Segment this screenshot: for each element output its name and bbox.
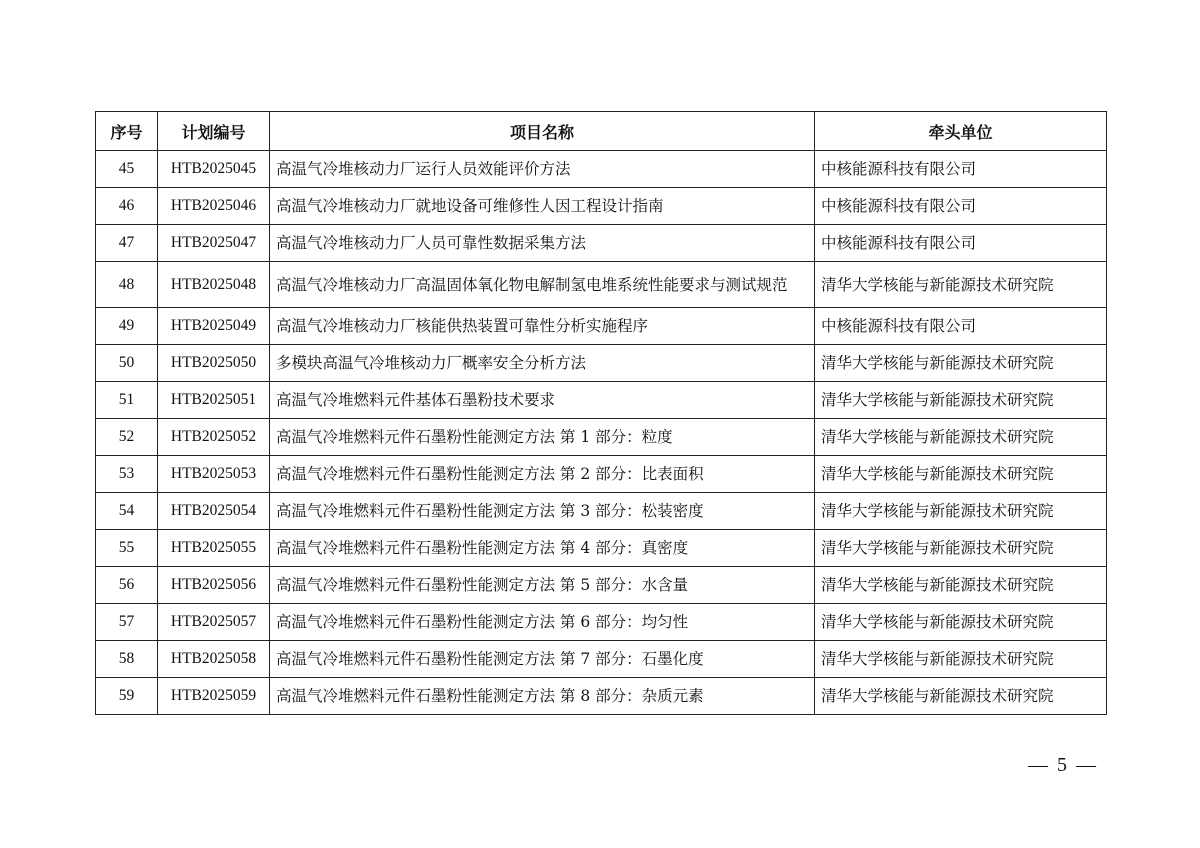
cell-serial-number: 52 xyxy=(96,419,158,456)
table-row xyxy=(96,604,1107,641)
cell-plan-code: HTB2025058 xyxy=(158,641,270,678)
cell-serial-number: 49 xyxy=(96,308,158,345)
project-table xyxy=(95,111,1107,715)
cell-serial-number: 48 xyxy=(96,262,158,308)
cell-serial-number: 51 xyxy=(96,382,158,419)
cell-project-name: 高温气冷堆燃料元件石墨粉性能测定方法 第 8 部分：杂质元素 xyxy=(270,678,815,715)
cell-serial-number: 45 xyxy=(96,151,158,188)
cell-project-name: 高温气冷堆核动力厂运行人员效能评价方法 xyxy=(270,151,815,188)
cell-serial-number: 50 xyxy=(96,345,158,382)
cell-project-name: 高温气冷堆燃料元件石墨粉性能测定方法 第 4 部分：真密度 xyxy=(270,530,815,567)
cell-lead-unit: 清华大学核能与新能源技术研究院 xyxy=(815,419,1107,456)
header-serial-number: 序号 xyxy=(96,112,158,151)
table-row xyxy=(96,456,1107,493)
table-header-row xyxy=(96,112,1107,151)
table-row xyxy=(96,345,1107,382)
table-row xyxy=(96,382,1107,419)
cell-project-name: 高温气冷堆核动力厂就地设备可维修性人因工程设计指南 xyxy=(270,188,815,225)
table-row xyxy=(96,225,1107,262)
cell-lead-unit: 清华大学核能与新能源技术研究院 xyxy=(815,345,1107,382)
cell-project-name: 高温气冷堆燃料元件石墨粉性能测定方法 第 6 部分：均匀性 xyxy=(270,604,815,641)
cell-project-name: 高温气冷堆核动力厂高温固体氧化物电解制氢电堆系统性能要求与测试规范 xyxy=(270,262,815,308)
cell-plan-code: HTB2025057 xyxy=(158,604,270,641)
cell-lead-unit: 清华大学核能与新能源技术研究院 xyxy=(815,262,1107,308)
table-row xyxy=(96,151,1107,188)
cell-serial-number: 57 xyxy=(96,604,158,641)
table-row xyxy=(96,567,1107,604)
cell-serial-number: 53 xyxy=(96,456,158,493)
cell-project-name: 高温气冷堆燃料元件石墨粉性能测定方法 第 5 部分：水含量 xyxy=(270,567,815,604)
cell-plan-code: HTB2025045 xyxy=(158,151,270,188)
cell-serial-number: 54 xyxy=(96,493,158,530)
table-row xyxy=(96,419,1107,456)
table-row xyxy=(96,678,1107,715)
cell-lead-unit: 中核能源科技有限公司 xyxy=(815,308,1107,345)
header-lead-unit: 牵头单位 xyxy=(815,112,1107,151)
cell-lead-unit: 清华大学核能与新能源技术研究院 xyxy=(815,382,1107,419)
cell-plan-code: HTB2025054 xyxy=(158,493,270,530)
cell-plan-code: HTB2025046 xyxy=(158,188,270,225)
cell-plan-code: HTB2025051 xyxy=(158,382,270,419)
table-row xyxy=(96,262,1107,308)
table-row xyxy=(96,188,1107,225)
cell-project-name: 高温气冷堆燃料元件石墨粉性能测定方法 第 1 部分：粒度 xyxy=(270,419,815,456)
cell-lead-unit: 清华大学核能与新能源技术研究院 xyxy=(815,604,1107,641)
cell-plan-code: HTB2025056 xyxy=(158,567,270,604)
cell-plan-code: HTB2025048 xyxy=(158,262,270,308)
cell-lead-unit: 清华大学核能与新能源技术研究院 xyxy=(815,530,1107,567)
cell-lead-unit: 清华大学核能与新能源技术研究院 xyxy=(815,567,1107,604)
cell-lead-unit: 中核能源科技有限公司 xyxy=(815,225,1107,262)
cell-plan-code: HTB2025053 xyxy=(158,456,270,493)
table-row xyxy=(96,308,1107,345)
cell-lead-unit: 清华大学核能与新能源技术研究院 xyxy=(815,641,1107,678)
cell-serial-number: 55 xyxy=(96,530,158,567)
cell-plan-code: HTB2025059 xyxy=(158,678,270,715)
cell-serial-number: 46 xyxy=(96,188,158,225)
cell-serial-number: 47 xyxy=(96,225,158,262)
cell-project-name: 高温气冷堆燃料元件石墨粉性能测定方法 第 3 部分：松装密度 xyxy=(270,493,815,530)
header-plan-code: 计划编号 xyxy=(158,112,270,151)
header-project-name: 项目名称 xyxy=(270,112,815,151)
table-row xyxy=(96,641,1107,678)
cell-plan-code: HTB2025055 xyxy=(158,530,270,567)
cell-project-name: 高温气冷堆燃料元件基体石墨粉技术要求 xyxy=(270,382,815,419)
cell-lead-unit: 清华大学核能与新能源技术研究院 xyxy=(815,678,1107,715)
table-row xyxy=(96,530,1107,567)
cell-project-name: 多模块高温气冷堆核动力厂概率安全分析方法 xyxy=(270,345,815,382)
cell-serial-number: 59 xyxy=(96,678,158,715)
cell-plan-code: HTB2025052 xyxy=(158,419,270,456)
table-row xyxy=(96,493,1107,530)
page-number: — 5 — xyxy=(1028,754,1098,776)
cell-project-name: 高温气冷堆核动力厂核能供热装置可靠性分析实施程序 xyxy=(270,308,815,345)
cell-plan-code: HTB2025050 xyxy=(158,345,270,382)
cell-lead-unit: 清华大学核能与新能源技术研究院 xyxy=(815,493,1107,530)
cell-plan-code: HTB2025049 xyxy=(158,308,270,345)
cell-lead-unit: 清华大学核能与新能源技术研究院 xyxy=(815,456,1107,493)
cell-serial-number: 56 xyxy=(96,567,158,604)
cell-project-name: 高温气冷堆核动力厂人员可靠性数据采集方法 xyxy=(270,225,815,262)
cell-lead-unit: 中核能源科技有限公司 xyxy=(815,151,1107,188)
cell-serial-number: 58 xyxy=(96,641,158,678)
cell-project-name: 高温气冷堆燃料元件石墨粉性能测定方法 第 2 部分：比表面积 xyxy=(270,456,815,493)
cell-lead-unit: 中核能源科技有限公司 xyxy=(815,188,1107,225)
cell-project-name: 高温气冷堆燃料元件石墨粉性能测定方法 第 7 部分：石墨化度 xyxy=(270,641,815,678)
cell-plan-code: HTB2025047 xyxy=(158,225,270,262)
